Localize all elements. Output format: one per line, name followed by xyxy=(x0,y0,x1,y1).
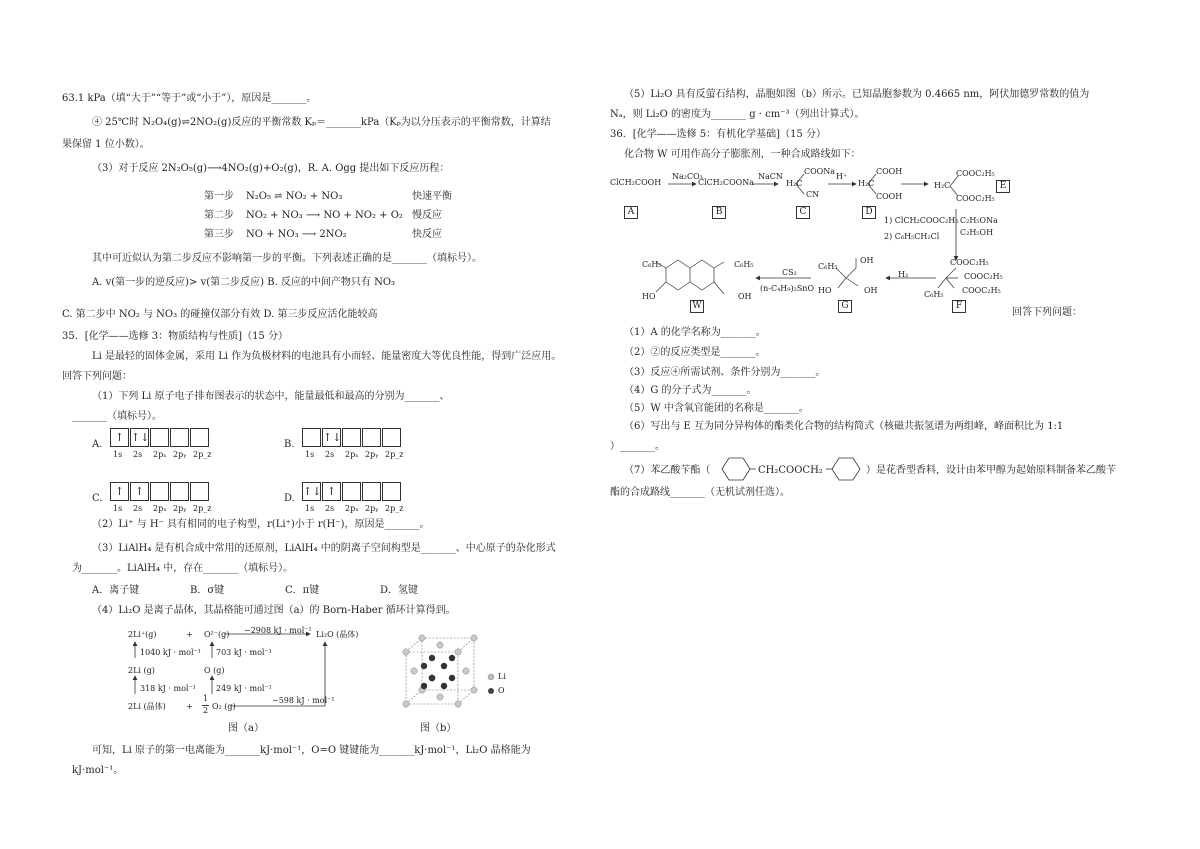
reagent: Na₂CO₃ xyxy=(672,172,703,181)
orbital-label: 2s xyxy=(133,504,143,513)
reagent: H₂ xyxy=(898,270,909,279)
orbital-box: ↑ xyxy=(322,482,341,501)
orbital-box: ↑↓ xyxy=(130,428,149,447)
reagent: C₂H₅OH xyxy=(960,228,994,237)
li-atom xyxy=(441,663,447,669)
orbital-label: 2s xyxy=(133,450,143,459)
li-atom xyxy=(449,675,455,681)
reagent: CS₂ xyxy=(782,268,797,277)
orbital-box xyxy=(190,428,209,447)
text-line: （4）Li₂O 是离子晶体，其晶格能可通过图（a）的 Born-Haber 循环计算得到。 xyxy=(92,605,456,616)
compound-e-mid: H₂C xyxy=(934,181,951,190)
text-line: Li 是最轻的固体金属，采用 Li 作为负极材料的电池具有小而轻、能量密度大等优良性能，得到广泛应用。 xyxy=(92,351,562,362)
question: （7）苯乙酸苄酯（ xyxy=(624,465,711,476)
li-atom xyxy=(429,655,435,661)
compound-g: OH xyxy=(864,286,878,295)
question: （2）②的反应类型是_______。 xyxy=(624,347,766,358)
orbital-box xyxy=(362,482,381,501)
compound-d-mid: H₂C xyxy=(858,179,875,188)
text-line: _______（填标号）。 xyxy=(72,411,162,422)
section-heading: 36．[化学——选修 5：有机化学基础]（15 分） xyxy=(610,129,826,140)
text-line: 化合物 W 可用作高分子膨胀剂，一种合成路线如下： xyxy=(624,149,861,160)
question: ）是花香型香料，设计由苯甲醇为起始原料制备苯乙酸苄 xyxy=(866,465,1116,476)
question: 酯的合成路线_______（无机试剂任选）。 xyxy=(610,487,790,498)
orbital-box xyxy=(342,482,361,501)
text-line: 其中可近似认为第二步反应不影响第一步的平衡。下列表述正确的是_______（填标号）。 xyxy=(92,253,482,264)
step-rate: 慢反应 xyxy=(412,210,442,221)
step-equation: N₂O₅ ⇌ NO₂ + NO₃ xyxy=(246,191,343,202)
label-c: C xyxy=(796,206,810,219)
text-line: kJ·mol⁻¹。 xyxy=(72,765,124,776)
orbital-label: 2pₓ xyxy=(345,450,359,459)
question: （4）G 的分子式为_______。 xyxy=(624,385,757,396)
compound-f: COOC₂H₅ xyxy=(964,272,1003,281)
o-atom xyxy=(455,701,461,707)
compound-g: OH xyxy=(860,256,874,265)
orbital-label: 2pᵧ xyxy=(365,504,379,513)
o-atom xyxy=(455,649,461,655)
question: ）_______。 xyxy=(610,441,665,452)
question: （1）A 的化学名称为_______。 xyxy=(624,327,766,338)
orbital-box xyxy=(302,428,321,447)
bh-label: O₂ (g) xyxy=(212,702,236,711)
bh-energy: −2908 kJ · mol⁻¹ xyxy=(244,626,312,635)
option-letter: A. xyxy=(92,439,103,450)
orbital-box: ↑ xyxy=(110,482,129,501)
orbital-box xyxy=(190,482,209,501)
bh-energy: 703 kJ · mol⁻¹ xyxy=(216,648,272,657)
reagent: NaCN xyxy=(758,172,783,181)
text-line: 为_______。LiAlH₄ 中，存在_______（填标号）。 xyxy=(72,563,294,574)
o-atom xyxy=(403,649,409,655)
text-line: （2）Li⁺ 与 H⁻ 具有相同的电子构型，r(Li⁺)小于 r(H⁻)，原因是_______。 xyxy=(92,519,430,530)
step-name: 第一步 xyxy=(204,191,234,202)
compound-w: C₆H₅ xyxy=(734,260,754,269)
orbital-box xyxy=(382,482,401,501)
compound-g: C₆H₅ xyxy=(818,262,838,271)
bh-plus: + xyxy=(186,702,193,711)
text-line: 回答下列问题： xyxy=(1012,307,1082,318)
orbital-box: ↑ xyxy=(130,482,149,501)
step-equation: NO + NO₃ ⟶ 2NO₂ xyxy=(246,229,347,240)
orbital-label: 1s xyxy=(113,504,123,513)
text-line: 可知，Li 原子的第一电离能为_______kJ·mol⁻¹，O=O 键键能为_______kJ·mol⁻¹，Li₂O 晶格能为 xyxy=(92,745,531,756)
compound-f: COOC₂H₅ xyxy=(950,258,989,267)
text-line: （3）对于反应 2N₂O₅(g)⟶4NO₂(g)+O₂(g)，R. A. Ogg 提出如下反应历程： xyxy=(92,163,450,174)
bh-plus: + xyxy=(186,630,193,639)
orbital-label: 2pₓ xyxy=(153,450,167,459)
label-g: G xyxy=(838,300,852,313)
text-line: ④ 25℃时 N₂O₄(g)⇌2NO₂(g)反应的平衡常数 Kₚ＝_______kPa（Kₚ为以分压表示的平衡常数，计算结 xyxy=(92,117,551,128)
step-equation: NO₂ + NO₃ ⟶ NO + NO₂ + O₂ xyxy=(246,210,403,221)
structure-text: CH₂COOCH₂ xyxy=(758,465,823,476)
legend-icons xyxy=(486,672,496,696)
text-line: （5）Li₂O 具有反萤石结构，晶胞如图（b）所示。已知晶胞参数为 0.4665 nm，阿伏加德罗常数的值为 xyxy=(624,89,1090,100)
compound-f: C₆H₅ xyxy=(924,290,944,299)
o-atom xyxy=(437,694,443,700)
o-atom xyxy=(411,668,417,674)
bh-energy: 249 kJ · mol⁻¹ xyxy=(216,684,272,693)
text-line: （3）LiAlH₄ 是有机合成中常用的还原剂，LiAlH₄ 中的阴离子空间构型是_______、中心原子的杂化形式 xyxy=(92,543,556,554)
label-w: W xyxy=(690,300,704,313)
option-letter: C. xyxy=(92,493,103,504)
compound-c-top: COONa xyxy=(804,167,836,176)
compound-e-top: COOC₂H₅ xyxy=(956,169,995,178)
orbital-label: 1s xyxy=(305,504,315,513)
orbital-box xyxy=(382,428,401,447)
orbital-label: 1s xyxy=(305,450,315,459)
orbital-box: ↑ xyxy=(110,428,129,447)
bh-energy: −598 kJ · mol⁻¹ xyxy=(272,696,335,705)
orbital-label: 2p_z xyxy=(193,504,212,513)
compound-c-bot: CN xyxy=(806,190,820,199)
o-atom xyxy=(471,635,477,641)
figure-caption: 图（b） xyxy=(420,723,457,734)
section-heading: 35．[化学——选修 3：物质结构与性质]（15 分） xyxy=(62,331,288,342)
label-a: A xyxy=(624,206,638,219)
reagent: 1) ClCH₂COOC₂H₅ xyxy=(884,216,959,225)
reagent: (n-C₄H₉)₂SnO xyxy=(760,284,815,293)
orbital-label: 1s xyxy=(113,450,123,459)
legend-li: Li xyxy=(498,672,506,681)
text-line: 果保留 1 位小数）。 xyxy=(62,139,150,150)
orbital-box xyxy=(150,428,169,447)
compound-w: HO xyxy=(642,292,656,301)
bh-energy: 1040 kJ · mol⁻¹ xyxy=(140,648,201,657)
orbital-label: 2p_z xyxy=(385,504,404,513)
option: A．离子键 xyxy=(92,585,140,596)
compound-f: COOC₂H₅ xyxy=(962,286,1001,295)
o-atom xyxy=(471,687,477,693)
reagent: C₂H₅ONa xyxy=(960,216,998,225)
text-line: Nₐ，则 Li₂O 的密度为_______ g · cm⁻³（列出计算式）。 xyxy=(610,109,865,120)
orbital-box xyxy=(342,428,361,447)
li-atom xyxy=(449,655,455,661)
question: （6）写出与 E 互为同分异构体的酯类化合物的结构简式（核磁共振氢谱为两组峰，峰面积比为 1:1 xyxy=(624,421,1064,432)
orbital-label: 2s xyxy=(325,504,335,513)
compound-c-mid: H₂C xyxy=(786,179,803,188)
bh-half-den: 2 xyxy=(203,706,209,715)
li-atom xyxy=(421,663,427,669)
orbital-box: ↑↓ xyxy=(322,428,341,447)
orbital-box xyxy=(170,482,189,501)
step-name: 第二步 xyxy=(204,210,234,221)
compound-d-top: COOH xyxy=(876,167,903,176)
orbital-label: 2pᵧ xyxy=(173,450,187,459)
o-atom xyxy=(419,635,425,641)
label-b: B xyxy=(712,206,726,219)
text-line: A. v(第一步的逆反应)> v(第二步反应) B. 反应的中间产物只有 NO₃ xyxy=(92,277,396,288)
bh-label: 2Li⁺(g) xyxy=(128,630,157,639)
orbital-box xyxy=(362,428,381,447)
legend-o: O xyxy=(498,686,505,695)
step-rate: 快反应 xyxy=(412,229,442,240)
o-atom xyxy=(403,701,409,707)
orbital-label: 2pₓ xyxy=(153,504,167,513)
bh-label: O²⁻(g) xyxy=(204,630,230,639)
bh-energy: 318 kJ · mol⁻¹ xyxy=(140,684,196,693)
figure-caption: 图（a） xyxy=(228,723,264,734)
step-rate: 快速平衡 xyxy=(412,191,452,202)
bh-half: 1 xyxy=(203,694,209,703)
option: C．π键 xyxy=(285,585,320,596)
bh-label: O (g) xyxy=(204,666,225,675)
orbital-label: 2p_z xyxy=(193,450,212,459)
compound-e-bot: COOC₂H₅ xyxy=(956,194,995,203)
li-atom xyxy=(441,683,447,689)
orbital-box xyxy=(170,428,189,447)
step-name: 第三步 xyxy=(204,229,234,240)
compound-w: OH xyxy=(738,292,752,301)
compound-d-bot: COOH xyxy=(876,192,903,201)
label-e: E xyxy=(996,180,1010,193)
label-d: D xyxy=(862,206,876,219)
option: D．氢键 xyxy=(380,585,419,596)
bh-label: 2Li (晶体) xyxy=(128,702,166,711)
question: （5）W 中含氧官能团的名称是_______。 xyxy=(624,403,809,414)
compound-a: ClCH₂COOH xyxy=(610,178,662,187)
option: B．σ键 xyxy=(190,585,225,596)
question: （3）反应④所需试剂、条件分别为_______。 xyxy=(624,367,826,378)
o-atom xyxy=(463,668,469,674)
orbital-box xyxy=(150,482,169,501)
compound-w: C₆H₅ xyxy=(642,260,662,269)
orbital-label: 2s xyxy=(325,450,335,459)
li-atom xyxy=(429,675,435,681)
bh-label: 2Li (g) xyxy=(128,666,155,675)
text-line: （1）下列 Li 原子电子排布图表示的状态中，能量最低和最高的分别为_______、 xyxy=(92,391,450,402)
compound-b: ClCH₂COONa xyxy=(698,178,754,187)
orbital-label: 2pᵧ xyxy=(173,504,187,513)
reagent: H⁺ xyxy=(836,172,848,181)
orbital-box: ↑↓ xyxy=(302,482,321,501)
orbital-label: 2pₓ xyxy=(345,504,359,513)
reagent: 2) C₆H₅CH₂Cl xyxy=(884,232,940,241)
option-letter: B. xyxy=(284,439,295,450)
orbital-label: 2p_z xyxy=(385,450,404,459)
orbital-label: 2pᵧ xyxy=(365,450,379,459)
label-f: F xyxy=(952,300,966,313)
bh-label: Li₂O (晶体) xyxy=(316,630,359,639)
text-line: 63.1 kPa（填“大于”“等于”或“小于”），原因是_______。 xyxy=(62,93,317,104)
option-letter: D. xyxy=(284,493,295,504)
text-line: 回答下列问题： xyxy=(62,371,132,382)
crystal-structure xyxy=(396,630,486,714)
compound-g: HO xyxy=(818,286,832,295)
o-atom xyxy=(437,642,443,648)
text-line: C. 第二步中 NO₂ 与 NO₃ 的碰撞仅部分有效 D. 第三步反应活化能较高 xyxy=(62,309,378,320)
li-atom xyxy=(421,683,427,689)
